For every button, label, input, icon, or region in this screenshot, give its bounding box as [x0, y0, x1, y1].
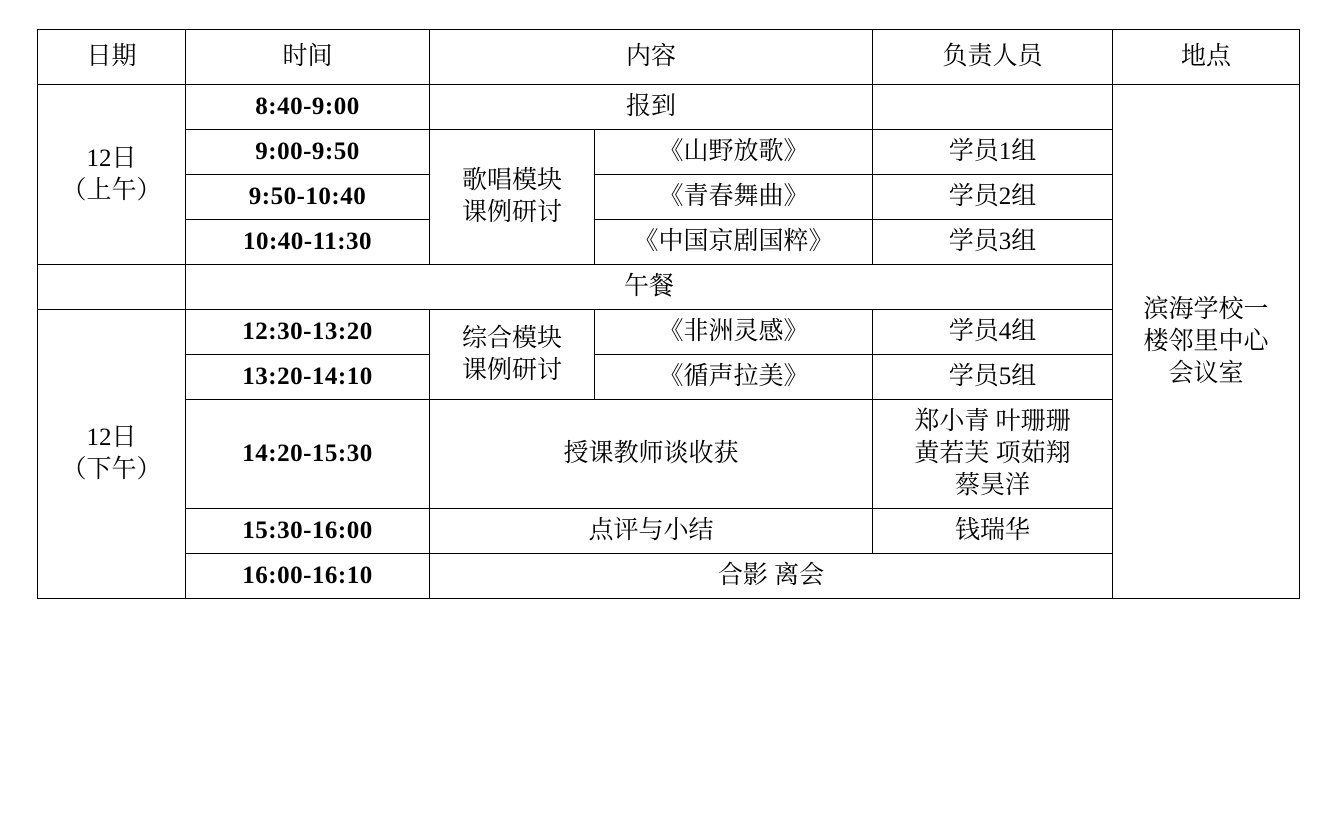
- table-row: [38, 85, 1300, 130]
- cell-people: 学员2组: [873, 175, 1113, 220]
- cell-people: 学员5组: [873, 355, 1113, 400]
- cell-content: 《青春舞曲》: [595, 175, 873, 220]
- cell-people: [873, 85, 1113, 130]
- page-edge-artifact: [0, 566, 22, 614]
- cell-content: 《非洲灵感》: [595, 310, 873, 355]
- column-header-content: 内容: [430, 30, 873, 85]
- module-line: 课例研讨: [461, 356, 562, 384]
- cell-time: 9:50-10:40: [186, 175, 430, 220]
- column-header-date: 日期: [38, 30, 186, 85]
- cell-content: 合影 离会: [430, 554, 1113, 599]
- cell-content: 授课教师谈收获: [430, 400, 873, 509]
- day-line: （上午）: [61, 176, 162, 204]
- day-line: 12日: [86, 424, 137, 451]
- cell-time: 13:20-14:10: [186, 355, 430, 400]
- people-line: 郑小青 叶珊珊: [914, 408, 1071, 435]
- place-line: 滨海学校一: [1143, 295, 1269, 323]
- column-header-time: 时间: [186, 30, 430, 85]
- table-header-row: [38, 30, 1300, 85]
- place-line: 会议室: [1168, 359, 1244, 387]
- column-header-place: 地点: [1113, 30, 1300, 85]
- cell-content: 报到: [430, 85, 873, 130]
- module-line: 歌唱模块: [461, 167, 562, 194]
- cell-content: 《山野放歌》: [595, 130, 873, 175]
- cell-time: 8:40-9:00: [186, 85, 430, 130]
- module-line: 课例研讨: [461, 199, 562, 226]
- cell-content: 点评与小结: [430, 509, 873, 554]
- cell-people: 学员4组: [873, 310, 1113, 355]
- module-cell-comprehensive: [430, 310, 595, 400]
- cell-people: 钱瑞华: [873, 509, 1113, 554]
- column-header-people: 负责人员: [873, 30, 1113, 85]
- table-row: [38, 220, 1300, 265]
- cell-time: 9:00-9:50: [186, 130, 430, 175]
- place-line: 楼邻里中心: [1143, 327, 1269, 355]
- table-row: [38, 400, 1300, 509]
- table-row: [38, 355, 1300, 400]
- cell-time: 10:40-11:30: [186, 220, 430, 265]
- table-row: [38, 175, 1300, 220]
- day-line: （下午）: [61, 456, 162, 483]
- empty-cell: [38, 265, 186, 310]
- people-line: 蔡昊洋: [955, 472, 1031, 499]
- table-row-lunch: [38, 265, 1300, 310]
- module-line: 综合模块: [461, 324, 562, 352]
- cell-time: 14:20-15:30: [186, 400, 430, 509]
- table-row: [38, 130, 1300, 175]
- cell-people: 学员1组: [873, 130, 1113, 175]
- table-row: [38, 554, 1300, 599]
- schedule-table: [37, 29, 1300, 599]
- cell-content: 《循声拉美》: [595, 355, 873, 400]
- table-row: [38, 310, 1300, 355]
- module-cell-singing: [430, 130, 595, 265]
- day-cell-afternoon: [38, 310, 186, 599]
- day-cell-morning: [38, 85, 186, 265]
- cell-lunch: 午餐: [186, 265, 1113, 310]
- cell-people-multi: [873, 400, 1113, 509]
- cell-people: 学员3组: [873, 220, 1113, 265]
- day-line: 12日: [86, 144, 137, 172]
- table-row: [38, 509, 1300, 554]
- people-line: 黄若芙 项茹翔: [914, 440, 1071, 467]
- cell-time: 15:30-16:00: [186, 509, 430, 554]
- cell-time: 12:30-13:20: [186, 310, 430, 355]
- cell-time: 16:00-16:10: [186, 554, 430, 599]
- place-cell: [1113, 85, 1300, 599]
- cell-content: 《中国京剧国粹》: [595, 220, 873, 265]
